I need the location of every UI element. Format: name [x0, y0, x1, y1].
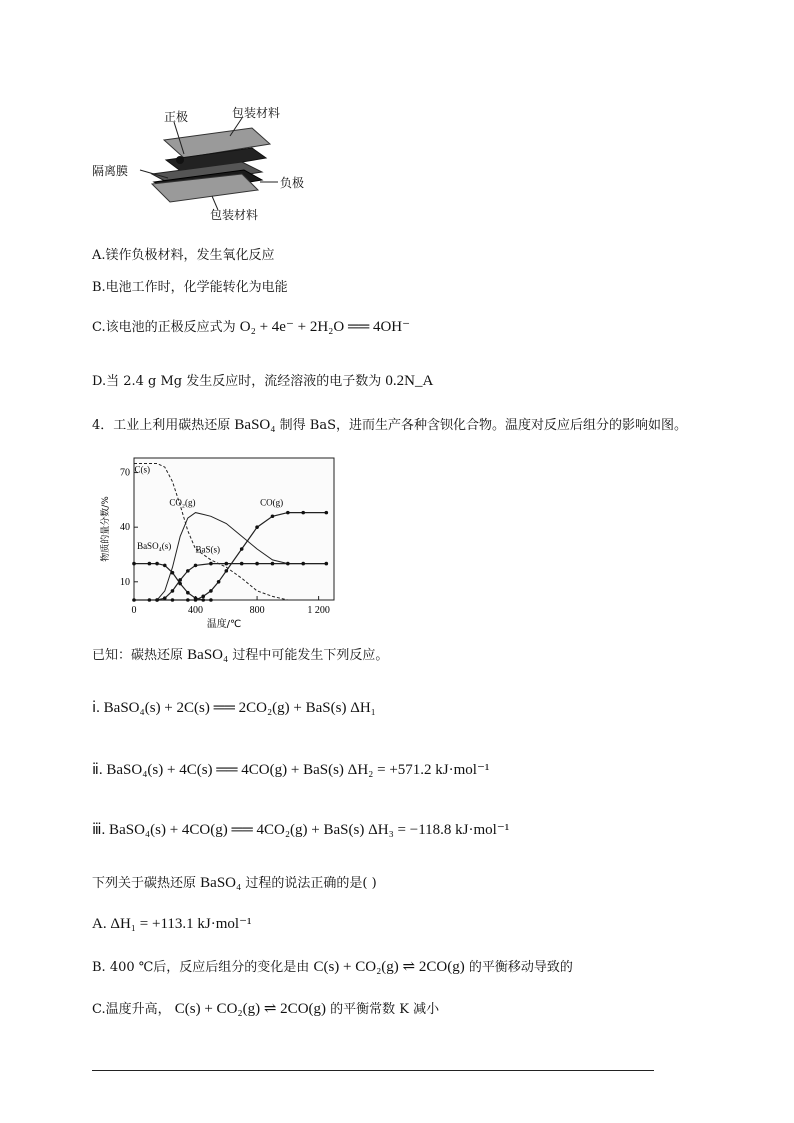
series-point [186, 598, 190, 602]
series-point [171, 589, 175, 593]
option-3c-text: C.该电池的正极反应式为 [92, 320, 236, 335]
series-point [240, 547, 244, 551]
q4-stem-formula: BaSO₄ [234, 417, 276, 433]
option-4c [92, 998, 439, 1018]
series-point [225, 569, 229, 573]
label-package-top: 包装材料 [232, 106, 281, 120]
series-point [271, 514, 275, 518]
series-point [301, 562, 305, 566]
x-tick-label: 1 200 [307, 605, 330, 616]
option-3d-formula: 0.2N_A [385, 373, 434, 389]
label-negative: 负极 [280, 176, 305, 190]
q4-known-suffix: 过程中可能发生下列反应。 [232, 648, 389, 663]
series-point [171, 571, 175, 575]
q4-question-formula: BaSO₄ [200, 875, 242, 891]
series-point [286, 511, 290, 515]
option-4c-formula: C(s) + CO₂(g) ⇌ 2CO(g) [174, 1001, 327, 1017]
series-point [271, 562, 275, 566]
y-tick-label: 70 [120, 467, 130, 479]
series-label: BaS(s) [195, 544, 221, 555]
x-axis-label: 温度/℃ [206, 619, 242, 630]
series-point [209, 598, 213, 602]
series-point [325, 562, 329, 566]
bottom-rule [92, 1070, 654, 1071]
series-point [194, 564, 198, 568]
option-3d [92, 370, 433, 390]
series-point [132, 562, 136, 566]
series-point [201, 598, 205, 602]
series-point [155, 598, 159, 602]
composition-chart [96, 450, 346, 630]
q4-question [92, 872, 377, 892]
y-axis-label: 物质的量分数/% [101, 496, 111, 562]
series-point [163, 596, 167, 600]
battery-figure [92, 98, 322, 228]
series-label: CO₂(g) [169, 497, 196, 508]
series-point [217, 580, 221, 584]
option-3a: A.镁作负极材料，发生氧化反应 [92, 248, 275, 263]
label-separator: 隔离膜 [92, 164, 129, 178]
x-tick-label: 800 [249, 605, 265, 616]
q4-question-suffix: 过程的说法正确的是( ) [245, 876, 377, 891]
series-point [148, 598, 152, 602]
option-4b-suffix: 的平衡移动导致的 [468, 960, 573, 975]
plot-frame [134, 458, 334, 600]
series-point [163, 564, 167, 568]
label-positive: 正极 [164, 110, 189, 124]
q4-known-prefix: 已知：碳热还原 [92, 648, 184, 663]
series-point [132, 598, 136, 602]
series-label: BaSO₄(s) [137, 541, 172, 552]
series-point [186, 569, 190, 573]
chart-svg [96, 450, 346, 630]
option-3b: B.电池工作时，化学能转化为电能 [92, 280, 288, 295]
option-4c-suffix: 的平衡常数 K 减小 [330, 1002, 440, 1017]
reaction-i: ⅰ. BaSO₄(s) + 2C(s) ══ 2CO₂(g) + BaS(s) ΔH₁ [92, 700, 376, 716]
series-point [171, 598, 175, 602]
option-4b-prefix: B. 400 ℃后，反应后组分的变化是由 [92, 960, 310, 975]
x-tick-label: 400 [188, 605, 204, 616]
option-3c-formula: O₂ + 4e⁻ + 2H₂O ══ 4OH⁻ [239, 319, 411, 335]
series-point [286, 562, 290, 566]
option-4b-formula: C(s) + CO₂(g) ⇌ 2CO(g) [313, 959, 465, 975]
q4-question-prefix: 下列关于碳热还原 [92, 876, 197, 891]
series-point [240, 562, 244, 566]
series-point [194, 596, 198, 600]
series-point [209, 589, 213, 593]
q4-stem-prefix: 4．工业上利用碳热还原 [92, 418, 231, 433]
option-4c-prefix: C.温度升高， [92, 1002, 171, 1017]
series-label: CO(g) [260, 497, 284, 508]
series-point [186, 591, 190, 595]
q4-known [92, 644, 388, 664]
series-point [201, 595, 205, 599]
x-tick-label: 0 [131, 605, 137, 616]
y-tick-label: 10 [120, 576, 130, 588]
y-tick-label: 40 [120, 522, 130, 534]
reaction-ii: ⅱ. BaSO₄(s) + 4C(s) ══ 4CO(g) + BaS(s) ΔH₂ = +571.2 kJ·mol⁻¹ [92, 762, 490, 778]
positive-dot [176, 156, 184, 164]
option-3c [92, 316, 410, 336]
series-point [178, 578, 182, 582]
q4-known-formula: BaSO₄ [187, 647, 229, 663]
reaction-iii: ⅲ. BaSO₄(s) + 4CO(g) ══ 4CO₂(g) + BaS(s) ΔH₃ = −118.8 kJ·mol⁻¹ [92, 822, 510, 838]
q4-stem [92, 414, 687, 434]
series-point [209, 562, 213, 566]
q4-stem-suffix: 制得 BaS，进而生产各种含钡化合物。温度对反应后组分的影响如图。 [279, 418, 687, 433]
option-4a: A. ΔH₁ = +113.1 kJ·mol⁻¹ [92, 916, 252, 932]
series-point [255, 562, 259, 566]
option-4b [92, 956, 573, 976]
series-label: C(s) [134, 464, 150, 475]
label-package-bottom: 包装材料 [210, 208, 259, 222]
series-point [301, 511, 305, 515]
option-3d-text: D.当 2.4 g Mg 发生反应时，流经溶液的电子数为 [92, 374, 382, 389]
series-point [155, 562, 159, 566]
series-point [325, 511, 329, 515]
series-point [148, 562, 152, 566]
series-point [225, 562, 229, 566]
series-point [255, 525, 259, 529]
